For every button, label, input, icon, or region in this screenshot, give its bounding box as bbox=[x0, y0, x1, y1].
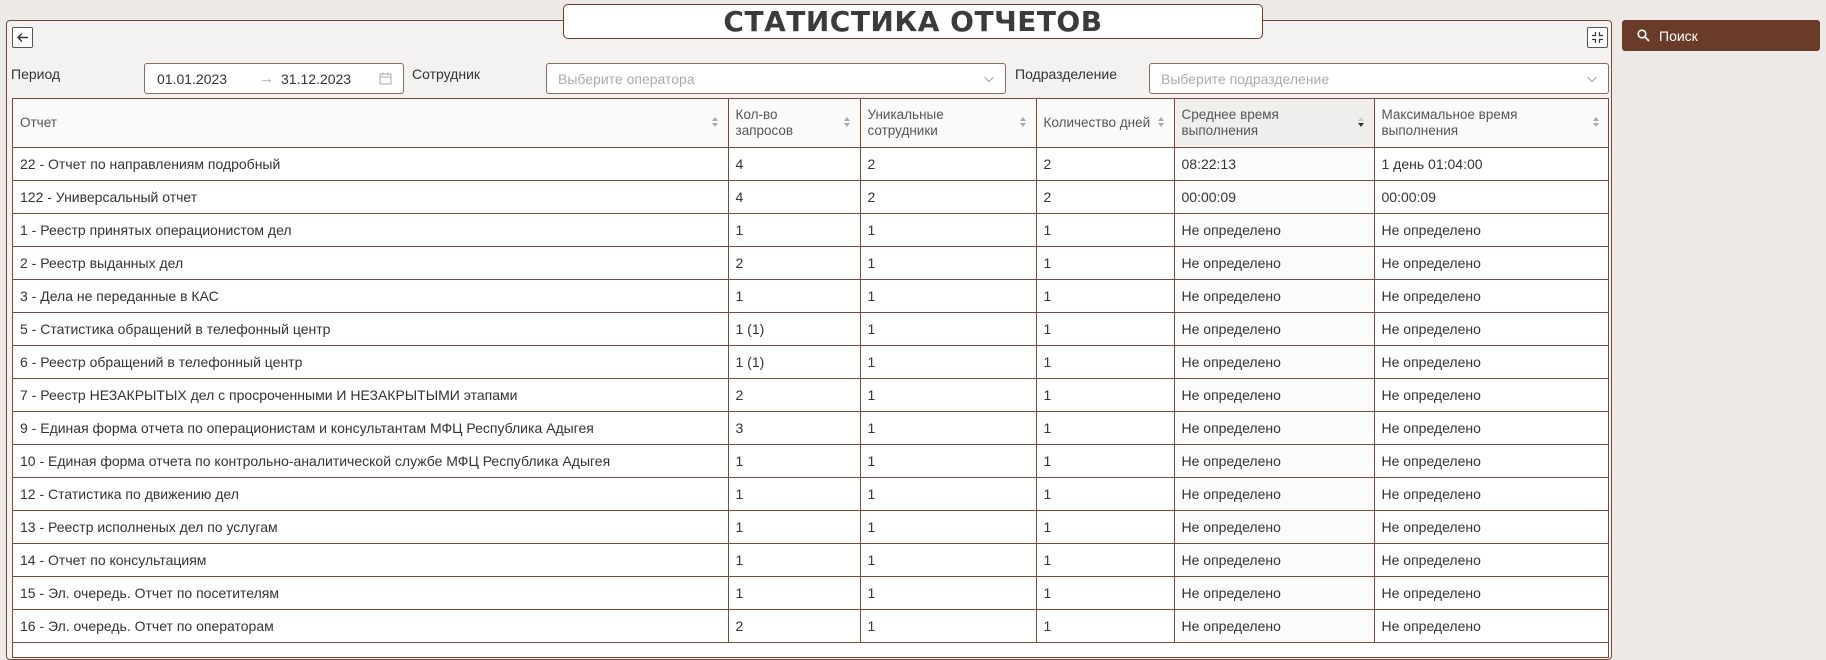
column-header-label: Максимальное время выполнения bbox=[1381, 107, 1518, 138]
cell-report: 3 - Дела не переданные в КАС bbox=[13, 280, 728, 313]
cell-report: 22 - Отчет по направлениям подробный bbox=[13, 148, 728, 181]
date-to-value[interactable]: 31.12.2023 bbox=[281, 71, 352, 87]
cell-avg-time: 08:22:13 bbox=[1174, 148, 1374, 181]
cell-request-count: 2 bbox=[728, 379, 860, 412]
cell-day-count: 1 bbox=[1036, 313, 1174, 346]
cell-max-time: Не определено bbox=[1374, 478, 1609, 511]
cell-request-count: 1 bbox=[728, 478, 860, 511]
cell-max-time: Не определено bbox=[1374, 544, 1609, 577]
column-header-report[interactable] bbox=[13, 99, 728, 148]
cell-report: 14 - Отчет по консультациям bbox=[13, 544, 728, 577]
cell-day-count: 1 bbox=[1036, 544, 1174, 577]
cell-max-time: Не определено bbox=[1374, 577, 1609, 610]
cell-day-count: 1 bbox=[1036, 478, 1174, 511]
chevron-down-icon bbox=[983, 73, 995, 85]
cell-avg-time: 00:00:09 bbox=[1174, 181, 1374, 214]
cell-day-count: 2 bbox=[1036, 181, 1174, 214]
cell-avg-time: Не определено bbox=[1174, 544, 1374, 577]
cell-unique-employees: 1 bbox=[860, 280, 1036, 313]
sort-icon bbox=[1592, 116, 1600, 128]
cell-avg-time: Не определено bbox=[1174, 214, 1374, 247]
employee-select-placeholder: Выберите оператора bbox=[558, 70, 695, 87]
table-row[interactable] bbox=[13, 379, 1609, 412]
cell-unique-employees: 1 bbox=[860, 346, 1036, 379]
cell-request-count: 1 bbox=[728, 511, 860, 544]
column-header-label: Среднее время выполнения bbox=[1181, 107, 1279, 138]
cell-request-count: 1 bbox=[728, 280, 860, 313]
table-row[interactable] bbox=[13, 445, 1609, 478]
department-select-placeholder: Выберите подразделение bbox=[1161, 70, 1330, 87]
cell-request-count: 1 bbox=[728, 577, 860, 610]
table-row[interactable] bbox=[13, 181, 1609, 214]
cell-unique-employees: 1 bbox=[860, 445, 1036, 478]
cell-day-count: 2 bbox=[1036, 148, 1174, 181]
cell-unique-employees: 1 bbox=[860, 214, 1036, 247]
cell-request-count: 1 (1) bbox=[728, 313, 860, 346]
cell-request-count: 3 bbox=[728, 412, 860, 445]
cell-unique-employees: 2 bbox=[860, 148, 1036, 181]
cell-max-time: Не определено bbox=[1374, 412, 1609, 445]
cell-report: 9 - Единая форма отчета по операционистам и консультантам МФЦ Республика Адыгея bbox=[13, 412, 728, 445]
column-header-label: Количество дней bbox=[1043, 115, 1151, 130]
sort-icon bbox=[1019, 116, 1027, 128]
collapse-icon bbox=[1591, 31, 1604, 44]
cell-request-count: 2 bbox=[728, 247, 860, 280]
department-label: Подразделение bbox=[1015, 66, 1118, 82]
cell-report: 6 - Реестр обращений в телефонный центр bbox=[13, 346, 728, 379]
cell-day-count: 1 bbox=[1036, 511, 1174, 544]
cell-unique-employees: 1 bbox=[860, 412, 1036, 445]
cell-request-count: 2 bbox=[728, 610, 860, 643]
cell-max-time: Не определено bbox=[1374, 214, 1609, 247]
sort-descending-icon bbox=[1357, 116, 1365, 128]
search-button-label: Поиск bbox=[1659, 27, 1698, 44]
cell-day-count: 1 bbox=[1036, 445, 1174, 478]
cell-report: 10 - Единая форма отчета по контрольно-аналитической службе МФЦ Республика Адыгея bbox=[13, 445, 728, 478]
cell-day-count: 1 bbox=[1036, 412, 1174, 445]
column-header-max-time[interactable] bbox=[1374, 99, 1609, 148]
cell-request-count: 1 bbox=[728, 445, 860, 478]
table-row[interactable] bbox=[13, 511, 1609, 544]
cell-report: 1 - Реестр принятых операционистом дел bbox=[13, 214, 728, 247]
cell-report: 7 - Реестр НЕЗАКРЫТЫХ дел с просроченными И НЕЗАКРЫТЫМИ этапами bbox=[13, 379, 728, 412]
search-icon bbox=[1637, 29, 1650, 42]
reports-table bbox=[12, 98, 1609, 658]
column-header-label: Отчет bbox=[20, 115, 57, 130]
table-row[interactable] bbox=[13, 478, 1609, 511]
column-header-avg-time[interactable] bbox=[1174, 99, 1374, 148]
table-row[interactable] bbox=[13, 412, 1609, 445]
table-row[interactable] bbox=[13, 247, 1609, 280]
column-header-label: Уникальные сотрудники bbox=[867, 107, 944, 138]
cell-request-count: 1 bbox=[728, 214, 860, 247]
employee-label: Сотрудник bbox=[412, 66, 481, 82]
department-select[interactable] bbox=[1149, 63, 1609, 94]
cell-report: 12 - Статистика по движению дел bbox=[13, 478, 728, 511]
cell-request-count: 1 (1) bbox=[728, 346, 860, 379]
table-row[interactable] bbox=[13, 313, 1609, 346]
cell-day-count: 1 bbox=[1036, 610, 1174, 643]
cell-unique-employees: 1 bbox=[860, 511, 1036, 544]
date-from-value[interactable]: 01.01.2023 bbox=[157, 71, 228, 87]
cell-avg-time: Не определено bbox=[1174, 346, 1374, 379]
cell-unique-employees: 1 bbox=[860, 313, 1036, 346]
cell-max-time: Не определено bbox=[1374, 610, 1609, 643]
cell-avg-time: Не определено bbox=[1174, 412, 1374, 445]
sort-icon bbox=[1157, 116, 1165, 128]
back-button[interactable] bbox=[12, 27, 33, 48]
table-row[interactable] bbox=[13, 148, 1609, 181]
column-header-label: Кол-во запросов bbox=[735, 107, 794, 138]
cell-day-count: 1 bbox=[1036, 214, 1174, 247]
sort-icon bbox=[843, 116, 851, 128]
cell-day-count: 1 bbox=[1036, 247, 1174, 280]
cell-avg-time: Не определено bbox=[1174, 445, 1374, 478]
cell-avg-time: Не определено bbox=[1174, 379, 1374, 412]
table-row[interactable] bbox=[13, 610, 1609, 643]
range-arrow-icon: → bbox=[259, 70, 274, 87]
cell-avg-time: Не определено bbox=[1174, 577, 1374, 610]
fullscreen-button[interactable] bbox=[1587, 27, 1608, 48]
cell-avg-time: Не определено bbox=[1174, 478, 1374, 511]
cell-request-count: 4 bbox=[728, 181, 860, 214]
table-header-row bbox=[13, 99, 1609, 148]
search-button[interactable] bbox=[1622, 20, 1820, 51]
cell-unique-employees: 2 bbox=[860, 181, 1036, 214]
arrow-left-icon bbox=[16, 31, 29, 44]
cell-max-time: 00:00:09 bbox=[1374, 181, 1609, 214]
column-header-day-count[interactable] bbox=[1036, 99, 1174, 148]
chevron-down-icon bbox=[1586, 73, 1598, 85]
cell-avg-time: Не определено bbox=[1174, 610, 1374, 643]
cell-max-time: Не определено bbox=[1374, 280, 1609, 313]
cell-max-time: Не определено bbox=[1374, 346, 1609, 379]
cell-avg-time: Не определено bbox=[1174, 280, 1374, 313]
cell-unique-employees: 1 bbox=[860, 379, 1036, 412]
cell-day-count: 1 bbox=[1036, 280, 1174, 313]
cell-day-count: 1 bbox=[1036, 577, 1174, 610]
period-date-range[interactable] bbox=[144, 63, 404, 94]
column-header-unique-employees[interactable] bbox=[860, 99, 1036, 148]
cell-max-time: Не определено bbox=[1374, 445, 1609, 478]
cell-max-time: 1 день 01:04:00 bbox=[1374, 148, 1609, 181]
table-row[interactable] bbox=[13, 346, 1609, 379]
page-title: СТАТИСТИКА ОТЧЕТОВ bbox=[563, 4, 1263, 39]
cell-report: 16 - Эл. очередь. Отчет по операторам bbox=[13, 610, 728, 643]
cell-unique-employees: 1 bbox=[860, 610, 1036, 643]
calendar-icon bbox=[379, 72, 392, 85]
cell-day-count: 1 bbox=[1036, 379, 1174, 412]
cell-max-time: Не определено bbox=[1374, 511, 1609, 544]
cell-avg-time: Не определено bbox=[1174, 247, 1374, 280]
cell-report: 15 - Эл. очередь. Отчет по посетителям bbox=[13, 577, 728, 610]
table-row[interactable] bbox=[13, 544, 1609, 577]
table-row[interactable] bbox=[13, 577, 1609, 610]
cell-request-count: 1 bbox=[728, 544, 860, 577]
cell-report: 2 - Реестр выданных дел bbox=[13, 247, 728, 280]
cell-avg-time: Не определено bbox=[1174, 313, 1374, 346]
cell-max-time: Не определено bbox=[1374, 247, 1609, 280]
employee-select[interactable] bbox=[546, 63, 1006, 94]
cell-report: 122 - Универсальный отчет bbox=[13, 181, 728, 214]
table-body bbox=[13, 148, 1609, 643]
cell-max-time: Не определено bbox=[1374, 313, 1609, 346]
table-row[interactable] bbox=[13, 280, 1609, 313]
cell-request-count: 4 bbox=[728, 148, 860, 181]
cell-day-count: 1 bbox=[1036, 346, 1174, 379]
cell-avg-time: Не определено bbox=[1174, 511, 1374, 544]
period-label: Период bbox=[11, 66, 61, 82]
table-row[interactable] bbox=[13, 214, 1609, 247]
column-header-request-count[interactable] bbox=[728, 99, 860, 148]
cell-max-time: Не определено bbox=[1374, 379, 1609, 412]
sort-icon bbox=[711, 116, 719, 128]
cell-unique-employees: 1 bbox=[860, 478, 1036, 511]
cell-unique-employees: 1 bbox=[860, 247, 1036, 280]
cell-unique-employees: 1 bbox=[860, 544, 1036, 577]
cell-unique-employees: 1 bbox=[860, 577, 1036, 610]
cell-report: 13 - Реестр исполненых дел по услугам bbox=[13, 511, 728, 544]
cell-report: 5 - Статистика обращений в телефонный центр bbox=[13, 313, 728, 346]
